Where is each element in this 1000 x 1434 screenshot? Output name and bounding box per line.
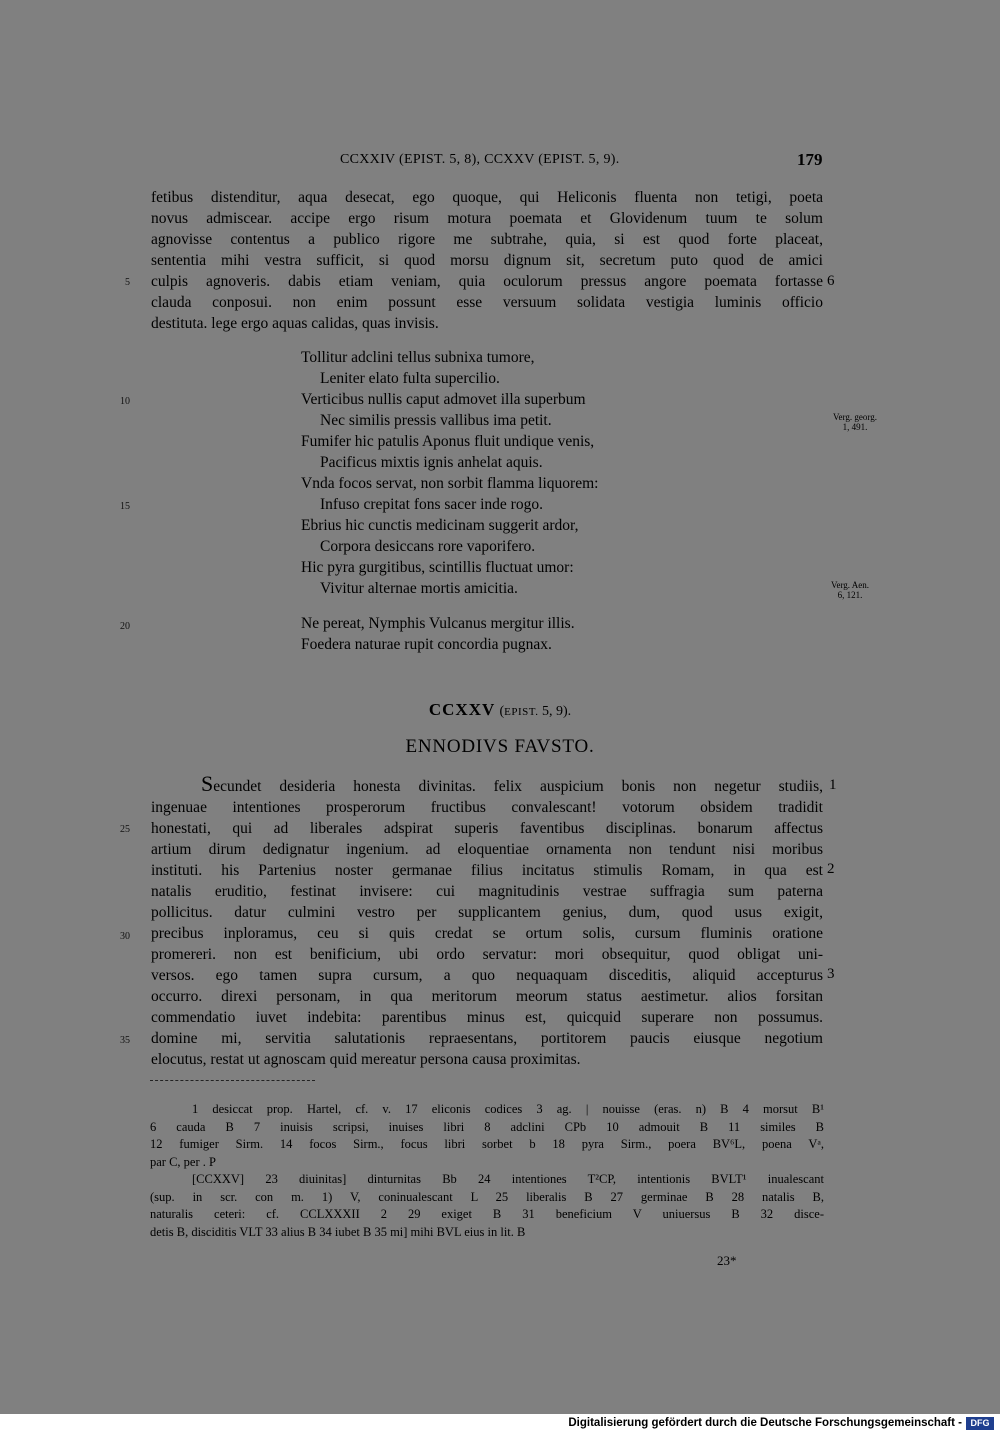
signature-mark: 23* (717, 1253, 737, 1268)
line-number-15: 15 (120, 501, 130, 512)
footnote-separator (150, 1080, 315, 1081)
line-number-5: 5 (125, 277, 130, 288)
verse-line: Hic pyra gurgitibus, scintillis fluctuat umor: (301, 559, 574, 576)
line-number-35: 35 (120, 1035, 130, 1046)
crossref-work: Verg. Aen. (830, 580, 870, 590)
dfg-logo-icon[interactable]: DFG (966, 1417, 994, 1430)
note-line: (sup. in scr. con m. 1) V, coninualescant L 25 liberalis B 27 germinae B 28 natalis B, (150, 1189, 824, 1204)
verse-line: Pacificus mixtis ignis anhelat aquis. (320, 454, 543, 471)
note-line: detis B, disciditis VLT 33 alius B 34 iubet B 35 mi] mihi BVL eius in lit. B (150, 1224, 526, 1239)
text-line: novus admiscear. accipe ergo risum motura poemata et Glovidenum tuum te solum (151, 210, 823, 227)
note-line: [CCXXV] 23 diuinitas] dinturnitas Bb 24 intentiones T²CP, intentionis BVLT¹ inualescant (192, 1172, 824, 1186)
text-line: honestati, qui ad liberales adspirat superis faventibus disciplinas. bonarum affectus (151, 820, 823, 837)
crossref-work: Verg. georg. (833, 412, 877, 422)
section-ref (500, 704, 572, 719)
text-line: pollicitus. datur culmini vestro per supplicantem genius, dum, quod usus exigit, (151, 904, 823, 921)
text-line: ingenuae intentiones prosperorum fructibus convalescant! votorum obsidem tradidit (151, 799, 823, 816)
note-line: 1 desiccat prop. Hartel, cf. v. 17 eliconis codices 3 ag. | nouisse (eras. n) B 4 morsut B¹ (192, 1102, 824, 1116)
text-line: commendatio iuvet indebita: parentibus minus est, quicquid superare non possumus. (151, 1009, 823, 1026)
note-line: 6 cauda B 7 inuisis scripsi, inuises libri 8 adclini CPb 10 admouit B 11 similes B (150, 1119, 824, 1134)
verse-line: Fumifer hic patulis Aponus fluit undique venis, (301, 433, 595, 450)
crossref-georgics (820, 412, 890, 432)
verse-line: Tollitur adclini tellus subnixa tumore, (301, 349, 535, 366)
ref-rest: 5, 9). (541, 704, 572, 719)
prose-block-1 (151, 187, 823, 334)
text-line: occurro. direxi personam, in qua meritorum meorum status aestimetur. alios forsitan (151, 988, 823, 1005)
section-mark-6: 6 (827, 273, 835, 289)
line-number-20: 20 (120, 621, 130, 632)
text-line: precibus inploramus, ceu si quis credat se ortum solis, cursum fluminis oratione (151, 925, 823, 942)
verse-line: Leniter elato fulta supercilio. (320, 370, 500, 387)
text-line: instituti. his Partenius noster germanae filius incitatus stimulis Romam, in qua est (151, 862, 823, 879)
section-mark-3: 3 (827, 966, 835, 982)
letter-title: ENNODIVS FAVSTO. (405, 736, 595, 757)
section-number: CCXXV (428, 700, 496, 719)
text-line: agnovisse contentus a publico rigore me subtrahe, quia, si est quod forte placeat, (151, 231, 823, 248)
poem-block (301, 347, 598, 599)
verse-line: Ne pereat, Nymphis Vulcanus mergitur illis. (301, 615, 575, 632)
note-line: par C, per . P (150, 1154, 216, 1169)
section-heading (0, 700, 1000, 720)
text-line: artium dirum dedignatur ingenium. ad eloquentiae ornamenta non tendunt nisi moribus (151, 841, 823, 858)
drop-cap: S (201, 771, 214, 796)
crossref-passage: 1, 491. (842, 422, 868, 432)
prose-block-2 (151, 773, 823, 1070)
text-line: destituta. lege ergo aquas calidas, quas invisis. (151, 315, 439, 332)
crossref-passage: 6, 121. (837, 590, 863, 600)
verse-line: Nec similis pressis vallibus ima petit. (320, 412, 552, 429)
line-number-25: 25 (120, 824, 130, 835)
crossref-aeneid (815, 580, 885, 600)
ref-open: ( (499, 704, 505, 719)
text-line: elocutus, restat ut agnoscam quid mereatur persona causa proximitas. (151, 1051, 581, 1068)
text-line: fetibus distenditur, aqua desecat, ego quoque, qui Heliconis fluenta non tetigi, poeta (151, 189, 823, 206)
verse-line: Foedera naturae rupit concordia pugnax. (301, 636, 552, 653)
verse-line: Infuso crepitat fons sacer inde rogo. (320, 496, 543, 513)
line-number-30: 30 (120, 931, 130, 942)
page-number: 179 (797, 150, 823, 169)
note-line: 12 fumiger Sirm. 14 focos Sirm., focus libri sorbet b 18 pyra Sirm., poera BV⁶L, poena Vᵃ, (150, 1137, 824, 1151)
poem-closing (301, 613, 575, 655)
text-line: domine mi, servitia salutationis repraesentans, portitorem paucis eiusque negotium (151, 1030, 823, 1047)
section-mark-1: 1 (829, 777, 837, 793)
critical-apparatus (150, 1101, 824, 1241)
verse-line: Vnda focos servat, non sorbit flamma liquorem: (301, 475, 599, 492)
text-line: natalis eruditio, festinat invisere: cui magnitudinis vestrae suffragia sum paterna (151, 883, 823, 900)
running-title: CCXXIV (EPIST. 5, 8), CCXXV (EPIST. 5, 9). (340, 152, 620, 167)
verse-line: Ebrius hic cunctis medicinam suggerit ardor, (301, 517, 579, 534)
section-mark-2: 2 (827, 861, 835, 877)
note-line: naturalis ceteri: cf. CCLXXXII 2 29 exiget B 31 beneficium V uniuersus B 32 disce- (150, 1207, 824, 1221)
verse-line: Verticibus nullis caput admovet illa superbum (301, 391, 586, 408)
text-line: promereri. non est benificium, ubi ordo servatur: mori obsequitur, quod obligat uni- (151, 946, 823, 963)
funding-credit[interactable]: Digitalisierung gefördert durch die Deutsche Forschungsgemeinschaft - (568, 1417, 962, 1429)
text-line: culpis agnoveris. dabis etiam veniam, quia oculorum pressus angore poemata fortasse (151, 273, 823, 290)
text-line: sententia mihi vestra sufficit, si quod morsu dignum sit, secretum puto quod de amici (151, 252, 823, 269)
first-line-text: ecundet desideria honesta divinitas. felix auspicium bonis non negetur studiis, (213, 778, 823, 795)
verse-line: Corpora desiccans rore vaporifero. (320, 538, 536, 555)
line-number-10: 10 (120, 396, 130, 407)
text-line (151, 773, 823, 797)
text-line: versos. ego tamen supra cursum, a quo nequaquam disceditis, aliquid accepturus (151, 967, 823, 984)
ref-epist: EPIST. (504, 706, 539, 718)
text-line: clauda conposui. non enim possunt esse versuum solidata vestigia luminis officio (151, 294, 823, 311)
verse-line: Vivitur alternae mortis amicitia. (320, 580, 518, 597)
